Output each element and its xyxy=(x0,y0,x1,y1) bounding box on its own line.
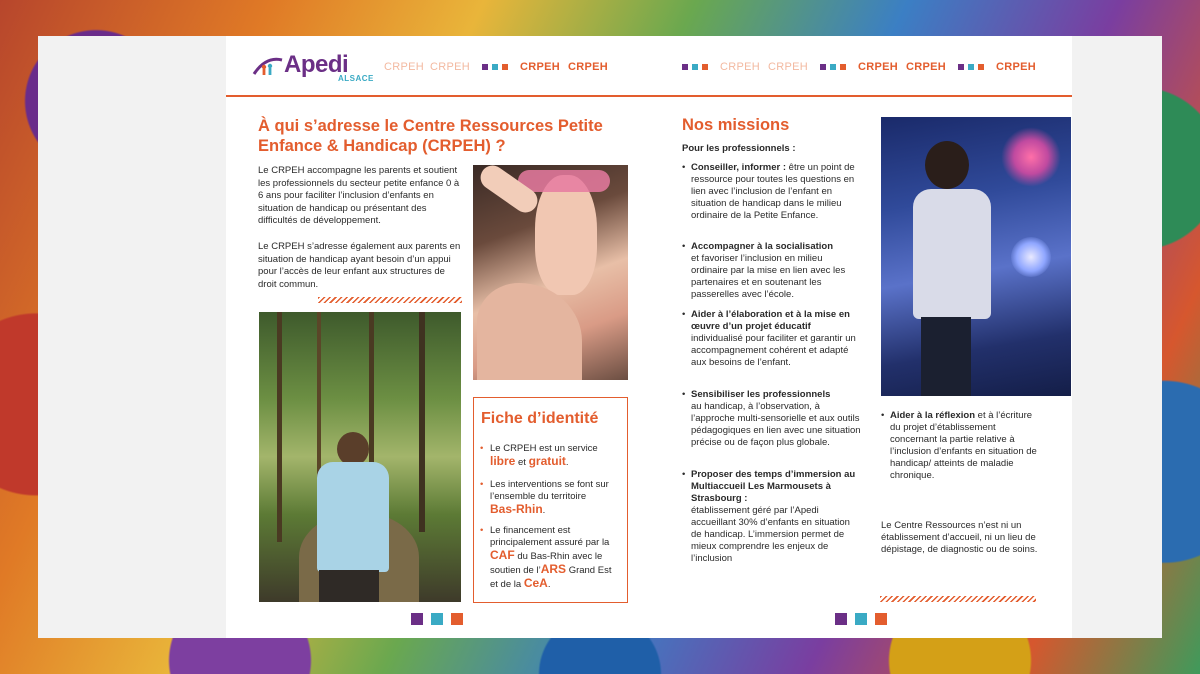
header-square-teal xyxy=(968,64,974,70)
header-square-orange xyxy=(840,64,846,70)
fiche-text: . xyxy=(547,579,551,590)
header-label: CRPEH xyxy=(430,61,471,73)
missions-title: Nos missions xyxy=(682,116,790,134)
mission-item xyxy=(682,469,862,565)
mission-text: individualisé pour faciliter et garantir un accompagnement cohérent et adapté aux besoins de l’enfant. xyxy=(691,333,856,368)
fiche-highlight: ARS xyxy=(540,562,567,576)
fiche-item-1 xyxy=(480,443,622,469)
fiche-highlight: CAF xyxy=(490,548,515,562)
header-divider xyxy=(226,95,1072,97)
header-square-purple xyxy=(482,64,488,70)
header-square-purple xyxy=(682,64,688,70)
bullet-icon: • xyxy=(480,443,484,454)
fiche-text: Le financement est principalement assuré par la xyxy=(490,525,610,548)
fiche-highlight: Bas-Rhin xyxy=(490,502,543,516)
hatch-divider-right xyxy=(880,596,1036,602)
fiche-identite-title: Fiche d’identité xyxy=(481,410,599,427)
header-label: CRPEH xyxy=(906,61,947,73)
bullet-icon: • xyxy=(682,469,686,480)
baby-hand-photo xyxy=(473,165,628,380)
footer-square-orange xyxy=(875,613,887,625)
mission-item xyxy=(682,241,862,301)
fiche-text: Grand Est et de la xyxy=(490,565,612,590)
mission-item xyxy=(682,162,862,222)
fiche-text: . xyxy=(565,457,569,468)
fiche-text: . xyxy=(542,505,546,516)
header-square-teal xyxy=(692,64,698,70)
mission-text: être un point de ressource pour toutes les questions en lien avec l’inclusion de l’enfant en situation de handicap dans le milieu ordinaire de la Petite Enfance. xyxy=(691,162,855,221)
mission-title: Accompagner à la socialisation xyxy=(691,241,834,252)
left-page-title: À qui s’adresse le Centre Ressources Petite Enfance & Handicap (CRPEH) ? xyxy=(258,117,603,155)
header-square-purple xyxy=(820,64,826,70)
professionals-label: Pour les professionnels : xyxy=(682,143,796,154)
fiche-highlight: CeA xyxy=(523,576,548,590)
mission-text: au handicap, à l’observation, à l’approche multi-sensorielle et aux outils pédagogiques en lien avec une situation précise ou de façon plus globale. xyxy=(691,401,861,448)
apedi-logo xyxy=(252,51,374,83)
mission-text: et favoriser l’inclusion en milieu ordinaire par la mise en lien avec les partenaires et en soutenant les passerelles avec l’école. xyxy=(691,253,846,300)
mission-title: Aider à l’élaboration et à la mise en œuvre d’un projet éducatif xyxy=(691,309,850,332)
footer-square-purple xyxy=(411,613,423,625)
intro-paragraph-2: Le CRPEH s’adresse également aux parents en situation de handicap ayant besoin d’un appui pour l’accès de leur enfant aux structures de droit commun. xyxy=(258,241,461,290)
fiche-highlight: gratuit xyxy=(528,454,566,468)
hatch-divider xyxy=(318,297,462,303)
bullet-icon: • xyxy=(480,525,484,536)
mission-text: établissement géré par l’Apedi accueillant 30% d’enfants en situation de handicap. L’immersion permet de mieux comprendre les enjeux de l’inclusion xyxy=(691,505,850,564)
logo-text: Apedi xyxy=(284,51,349,78)
fiche-text: et xyxy=(517,457,526,468)
mission-title: Aider à la réflexion xyxy=(890,410,976,421)
bullet-icon: • xyxy=(682,309,686,320)
header-square-orange xyxy=(702,64,708,70)
footer-square-teal xyxy=(855,613,867,625)
fiche-highlight: libre xyxy=(490,454,516,468)
logo-figures-icon xyxy=(252,54,284,78)
header-label: CRPEH xyxy=(720,61,761,73)
fiche-text: Le CRPEH est un service xyxy=(490,443,598,454)
header-square-orange xyxy=(978,64,984,70)
bullet-icon: • xyxy=(682,241,686,252)
mission-item xyxy=(682,309,862,369)
sensory-room-photo xyxy=(881,117,1071,396)
bullet-icon: • xyxy=(480,479,484,490)
header-label: CRPEH xyxy=(520,61,561,73)
mission-title: Conseiller, informer : xyxy=(691,162,787,173)
logo-subtext: ALSACE xyxy=(338,74,374,83)
header-label: CRPEH xyxy=(858,61,899,73)
mission-text: et à l’écriture du projet d’établissement concernant la partie relative à l’inclusion d’enfants en situation de handicap/ atteints de maladie chronique. xyxy=(890,410,1037,481)
header-label: CRPEH xyxy=(996,61,1037,73)
mission-item xyxy=(682,389,862,449)
mission-item-extra xyxy=(881,410,1041,482)
fiche-item-2 xyxy=(480,479,622,517)
intro-paragraph: Le CRPEH accompagne les parents et soutient les professionnels du secteur petite enfance 0 à 6 ans pour faciliter l’inclusion d’enfants en situation de handicap ou présentant des difficultés de développement. xyxy=(258,165,460,226)
forest-path-photo xyxy=(259,312,461,602)
fiche-item-3 xyxy=(480,525,622,591)
header-square-orange xyxy=(502,64,508,70)
bullet-icon: • xyxy=(682,389,686,400)
disclaimer-note: Le Centre Ressources n’est ni un établissement d’accueil, ni un lieu de dépistage, de diagnostic ou de soins. xyxy=(881,520,1038,555)
header-label: CRPEH xyxy=(568,61,609,73)
header-label: CRPEH xyxy=(384,61,425,73)
footer-square-purple xyxy=(835,613,847,625)
fiche-text: du Bas-Rhin avec le soutien de l’ xyxy=(490,551,603,576)
mission-title: Sensibiliser les professionnels xyxy=(691,389,831,400)
footer-square-orange xyxy=(451,613,463,625)
bullet-icon: • xyxy=(682,162,686,173)
header-square-teal xyxy=(830,64,836,70)
fiche-text: Les interventions se font sur l’ensemble du territoire xyxy=(490,479,609,502)
header-square-teal xyxy=(492,64,498,70)
bullet-icon: • xyxy=(881,410,885,421)
footer-square-teal xyxy=(431,613,443,625)
mission-title: Proposer des temps d’immersion au Multiaccueil Les Marmousets à Strasbourg : xyxy=(691,469,856,504)
header-label: CRPEH xyxy=(768,61,809,73)
header-square-purple xyxy=(958,64,964,70)
